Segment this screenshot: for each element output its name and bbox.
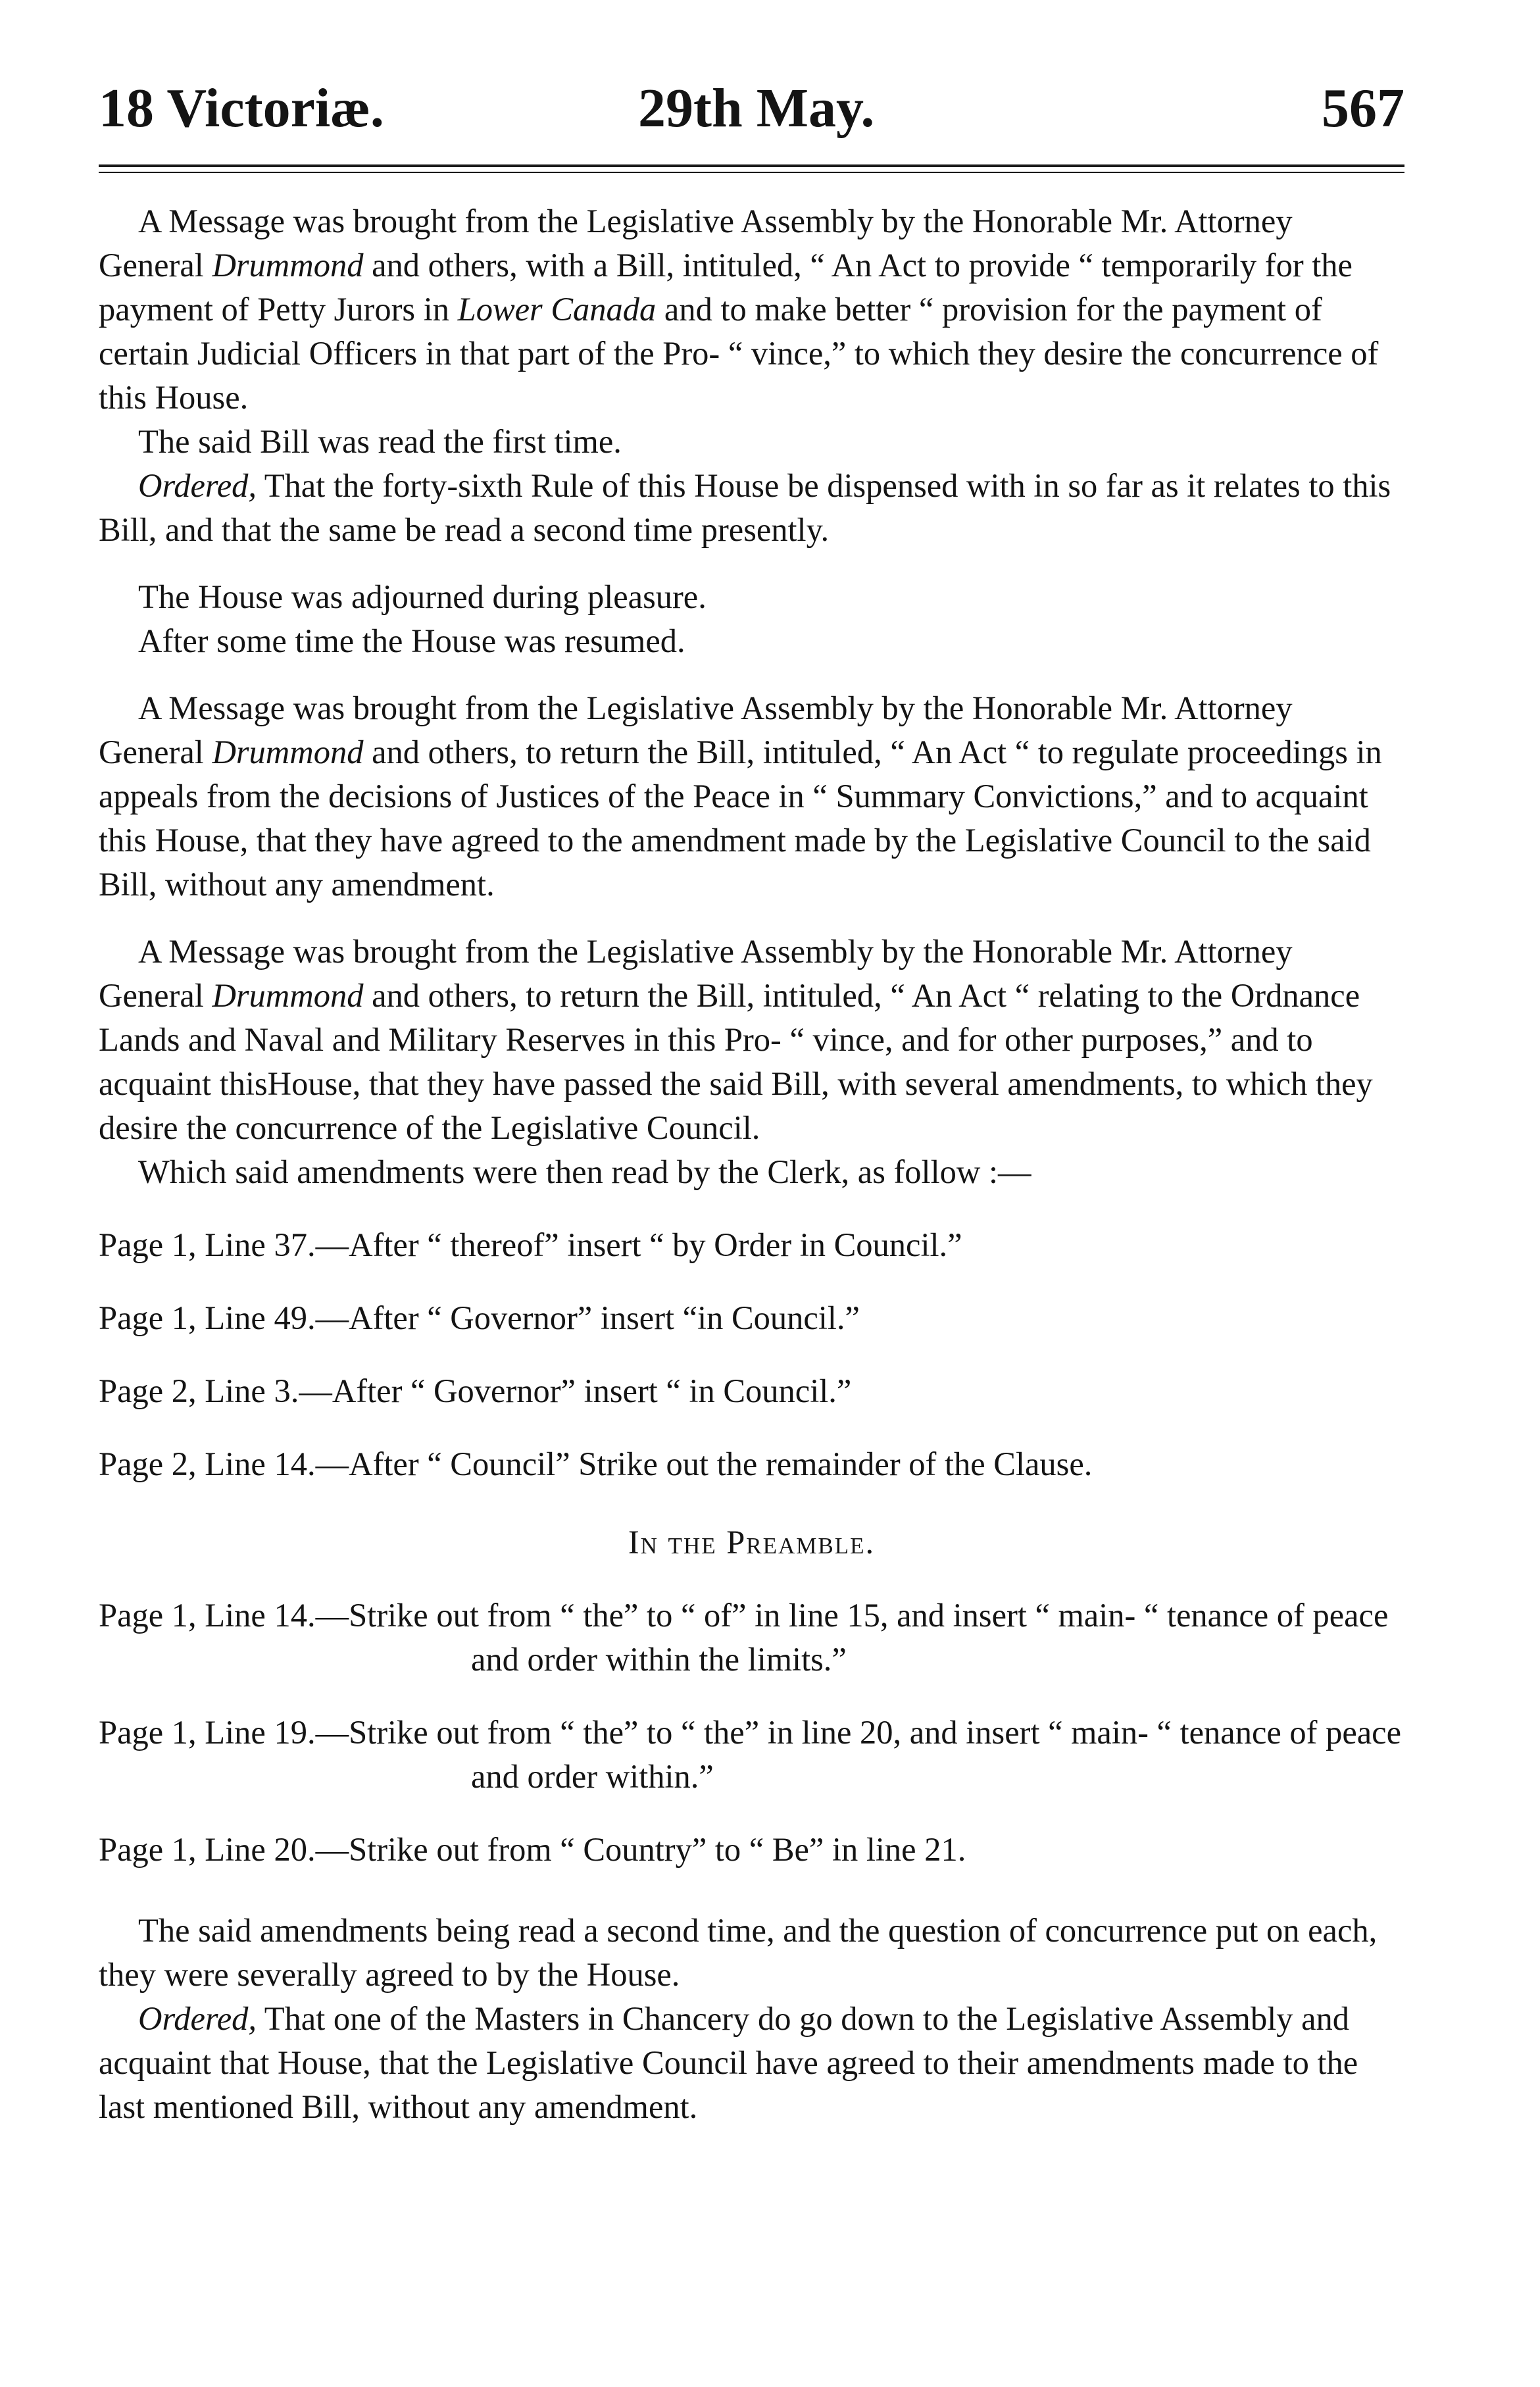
paragraph-first-reading: The said Bill was read the first time.: [138, 423, 622, 460]
paragraph-concurrence: The said amendments being read a second time, and the question of concurrence put on each, they were severally agreed to by the House.: [99, 1912, 1378, 1993]
preamble-heading: In the Preamble.: [628, 1524, 876, 1561]
amendment-line: Page 2, Line 14.—After “ Council” Strike out the remainder of the Clause.: [99, 1445, 1093, 1482]
amendment-line: Page 1, Line 19.—Strike out from “ the” to “ the” in line 20, and insert “ main- “ tenance of peace and order within.”: [99, 1714, 1402, 1795]
amendment-line: Page 1, Line 20.—Strike out from “ Country” to “ Be” in line 21.: [99, 1831, 966, 1868]
amendment-line: Page 1, Line 37.—After “ thereof” insert “ by Order in Council.”: [99, 1226, 962, 1263]
header-session: 18 Victoriæ.: [99, 78, 384, 139]
paragraph-message-appeals: A Message was brought from the Legislative Assembly by the Honorable Mr. Attorney General Drummond and others, to return the Bill, intituled, “ An Act “ to regulate proceedings in appeals from the decisions of Justices of the Peace in “ Summary Convictions,” and to acquaint this House, that they have agreed to the amendment made by the Legislative Council to the said Bill, without any amendment.: [99, 690, 1382, 903]
paragraph-ordered-master: Ordered, That one of the Masters in Chancery do go down to the Legislative Assembly and acquaint that House, that the Legislative Council have agreed to their amendments made to the last mentioned Bill, without any amendment.: [99, 2000, 1358, 2125]
amendment-line: Page 1, Line 49.—After “ Governor” insert “in Council.”: [99, 1299, 860, 1336]
paragraph-amendments-read: Which said amendments were then read by the Clerk, as follow :—: [138, 1153, 1031, 1190]
header-date: 29th May.: [638, 78, 875, 139]
journal-body: [99, 199, 1404, 2129]
header-rule: [99, 164, 1404, 173]
header-rule-thick: [99, 164, 1404, 167]
paragraph-adjourned: The House was adjourned during pleasure.: [138, 578, 707, 615]
page-number: 567: [1322, 78, 1404, 139]
running-header: [99, 66, 1404, 151]
amendment-line: Page 1, Line 14.—Strike out from “ the” to “ of” in line 15, and insert “ main- “ tenance of peace and order within the limits.”: [99, 1597, 1389, 1678]
document-page: [99, 66, 1404, 2129]
paragraph-message-ordnance: A Message was brought from the Legislative Assembly by the Honorable Mr. Attorney General Drummond and others, to return the Bill, intituled, “ An Act “ relating to the Ordnance Lands and Naval and Military Reserves in this Pro- “ vince, and for other purposes,” and to acquaint thisHouse, that they have passed the said Bill, with several amendments, to which they desire the concurrence of the Legislative Council.: [99, 933, 1373, 1146]
amendment-line: Page 2, Line 3.—After “ Governor” insert “ in Council.”: [99, 1372, 852, 1409]
header-rule-thin: [99, 172, 1404, 173]
paragraph-ordered-rule: Ordered, That the forty-sixth Rule of this House be dispensed with in so far as it relates to this Bill, and that the same be read a second time presently.: [99, 467, 1391, 548]
paragraph-message-petty-jurors: A Message was brought from the Legislative Assembly by the Honorable Mr. Attorney General Drummond and others, with a Bill, intituled, “ An Act to provide “ temporarily for the payment of Petty Jurors in Lower Canada and to make better “ provision for the payment of certain Judicial Officers in that part of the Pro- “ vince,” to which they desire the concurrence of this House.: [99, 203, 1379, 416]
paragraph-resumed: After some time the House was resumed.: [138, 622, 685, 659]
